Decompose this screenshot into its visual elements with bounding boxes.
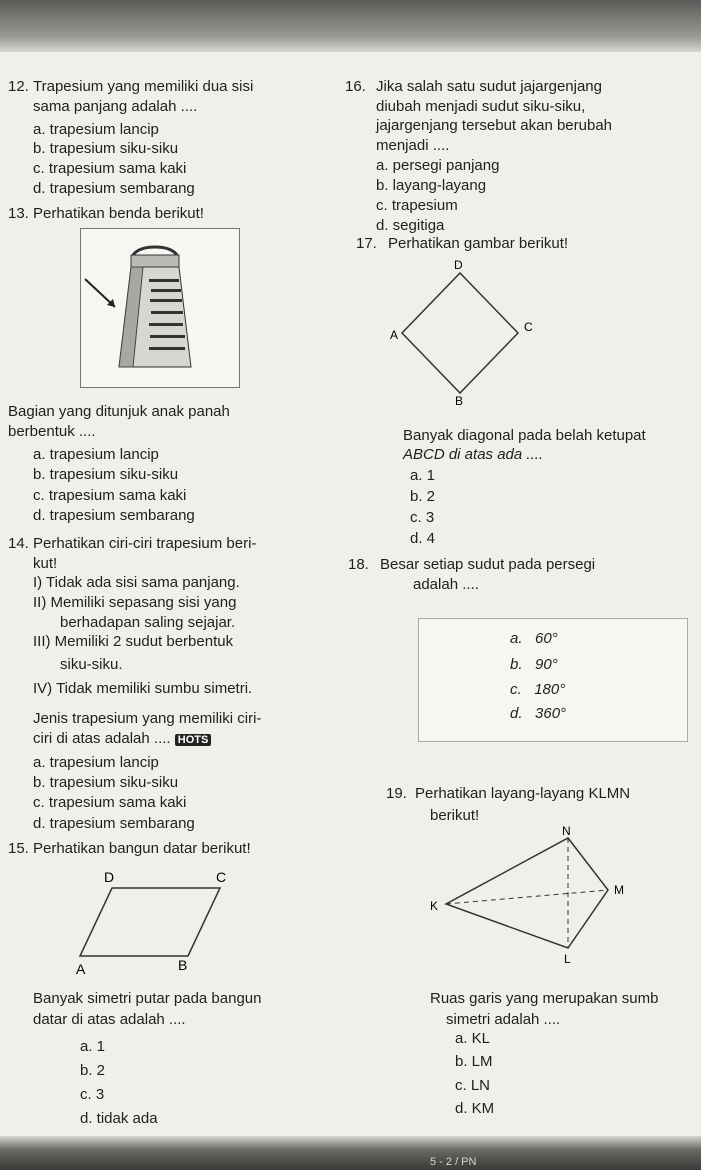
q14-stem-line2: kut! (33, 555, 58, 572)
q17-stem: Perhatikan gambar berikut! (388, 235, 569, 252)
q18-option-d[interactable]: d. 360° (510, 705, 567, 722)
q18-stem-line1: Besar setiap sudut pada persegi (380, 556, 596, 573)
q17-caption-line1: Banyak diagonal pada belah ketupat (403, 427, 646, 444)
q13-number: 13. (8, 205, 29, 222)
q17-option-d[interactable]: d. 4 (410, 530, 436, 547)
vertex-label-n: N (562, 826, 571, 838)
q12-option-d[interactable]: d. trapesium sembarang (33, 180, 195, 197)
q19-option-d[interactable]: d. KM (455, 1100, 495, 1117)
q19-caption-line1: Ruas garis yang merupakan sumb (430, 990, 659, 1007)
q13-caption-line1: Bagian yang ditunjuk anak panah (8, 403, 230, 420)
q15-option-b[interactable]: b. 2 (80, 1062, 106, 1079)
q16-stem-line2: diubah menjadi sudut siku-siku, (376, 98, 586, 115)
q13-stem: Perhatikan benda berikut! (33, 205, 204, 222)
vertex-label-k: K (430, 899, 439, 913)
q15-parallelogram-figure (70, 866, 250, 988)
vertex-label-c: C (216, 869, 227, 885)
page-bottom-shadow (0, 1136, 701, 1170)
q14-option-c[interactable]: c. trapesium sama kaki (33, 794, 187, 811)
q18-option-c[interactable]: c. 180° (510, 681, 566, 698)
q19-option-b[interactable]: b. LM (455, 1053, 493, 1070)
q18-number: 18. (348, 556, 369, 573)
q15-option-a[interactable]: a. 1 (80, 1038, 106, 1055)
q13-option-a[interactable]: a. trapesium lancip (33, 446, 159, 463)
vertex-label-d: D (454, 258, 463, 272)
q15-caption-line1: Banyak simetri putar pada bangun (33, 990, 262, 1007)
q19-stem-line2: berikut! (430, 807, 480, 824)
q18-option-b[interactable]: b. 90° (510, 656, 558, 673)
q14-option-b[interactable]: b. trapesium siku-siku (33, 774, 179, 791)
vertex-label-c: C (524, 320, 533, 334)
q15-option-d[interactable]: d. tidak ada (80, 1110, 158, 1127)
q15-stem: Perhatikan bangun datar berikut! (33, 840, 251, 857)
q17-option-c[interactable]: c. 3 (410, 509, 435, 526)
q14-item-3: III) Memiliki 2 sudut berbentuk (33, 633, 234, 650)
q13-option-d[interactable]: d. trapesium sembarang (33, 507, 195, 524)
vertex-label-a: A (76, 961, 86, 977)
q16-stem-line4: menjadi .... (376, 137, 450, 154)
q19-option-a[interactable]: a. KL (455, 1030, 491, 1047)
q14-item-2: II) Memiliki sepasang sisi yang (33, 594, 237, 611)
q17-rhombus-figure (388, 255, 548, 405)
page-footer: 5 - 2 / PN (430, 1156, 477, 1168)
q16-option-a[interactable]: a. persegi panjang (376, 157, 500, 174)
q14-question-line1: Jenis trapesium yang memiliki ciri- (33, 710, 262, 727)
q12-stem-line2: sama panjang adalah .... (33, 98, 198, 115)
q18-option-a[interactable]: a. 60° (510, 630, 558, 647)
q12-number: 12. (8, 78, 29, 95)
vertex-label-m: M (614, 883, 624, 897)
q19-caption-line2: simetri adalah .... (446, 1011, 561, 1028)
q14-option-a[interactable]: a. trapesium lancip (33, 754, 159, 771)
q19-option-c[interactable]: c. LN (455, 1077, 491, 1094)
q19-kite-figure (428, 826, 628, 966)
vertex-label-a: A (390, 328, 399, 342)
q19-stem-line1: Perhatikan layang-layang KLMN (415, 785, 631, 802)
q17-option-a[interactable]: a. 1 (410, 467, 436, 484)
q12-option-a[interactable]: a. trapesium lancip (33, 121, 159, 138)
vertex-label-d: D (104, 869, 115, 885)
vertex-label-l: L (564, 952, 571, 966)
q13-image-frame (80, 228, 240, 388)
q13-caption-line2: berbentuk .... (8, 423, 96, 440)
q14-item-1: I) Tidak ada sisi sama panjang. (33, 574, 240, 591)
q16-stem-line1: Jika salah satu sudut jajargenjang (376, 78, 602, 95)
q16-option-b[interactable]: b. layang-layang (376, 177, 487, 194)
q13-option-c[interactable]: c. trapesium sama kaki (33, 487, 187, 504)
q14-stem-line1: Perhatikan ciri-ciri trapesium beri- (33, 535, 257, 552)
q16-stem-line3: jajargenjang tersebut akan berubah (376, 117, 613, 134)
page-top-shadow (0, 0, 701, 52)
q14-option-d[interactable]: d. trapesium sembarang (33, 815, 195, 832)
q17-caption-line2: ABCD di atas ada .... (403, 446, 544, 463)
q14-item-4: IV) Tidak memiliki sumbu simetri. (33, 680, 253, 697)
q13-option-b[interactable]: b. trapesium siku-siku (33, 466, 179, 483)
q15-option-c[interactable]: c. 3 (80, 1086, 105, 1103)
q19-number: 19. (386, 785, 407, 802)
q14-question-line2: ciri di atas adalah .... HOTS (33, 730, 211, 749)
q12-option-c[interactable]: c. trapesium sama kaki (33, 160, 187, 177)
vertex-label-b: B (455, 394, 464, 405)
q16-number: 16. (345, 78, 366, 95)
cheese-grater-illustration (81, 229, 239, 387)
q18-stem-line2: adalah .... (413, 576, 479, 593)
q15-number: 15. (8, 840, 29, 857)
q17-number: 17. (356, 235, 377, 252)
q16-option-c[interactable]: c. trapesium (376, 197, 458, 214)
vertex-label-b: B (178, 957, 188, 973)
q14-item-2-cont: berhadapan saling sejajar. (60, 614, 236, 631)
q12-option-b[interactable]: b. trapesium siku-siku (33, 140, 179, 157)
q12-stem-line1: Trapesium yang memiliki dua sisi (33, 78, 254, 95)
q15-caption-line2: datar di atas adalah .... (33, 1011, 186, 1028)
hots-badge: HOTS (175, 734, 212, 746)
q16-option-d[interactable]: d. segitiga (376, 217, 445, 234)
q17-option-b[interactable]: b. 2 (410, 488, 436, 505)
q14-item-3-cont: siku-siku. (60, 656, 123, 673)
q14-number: 14. (8, 535, 29, 552)
